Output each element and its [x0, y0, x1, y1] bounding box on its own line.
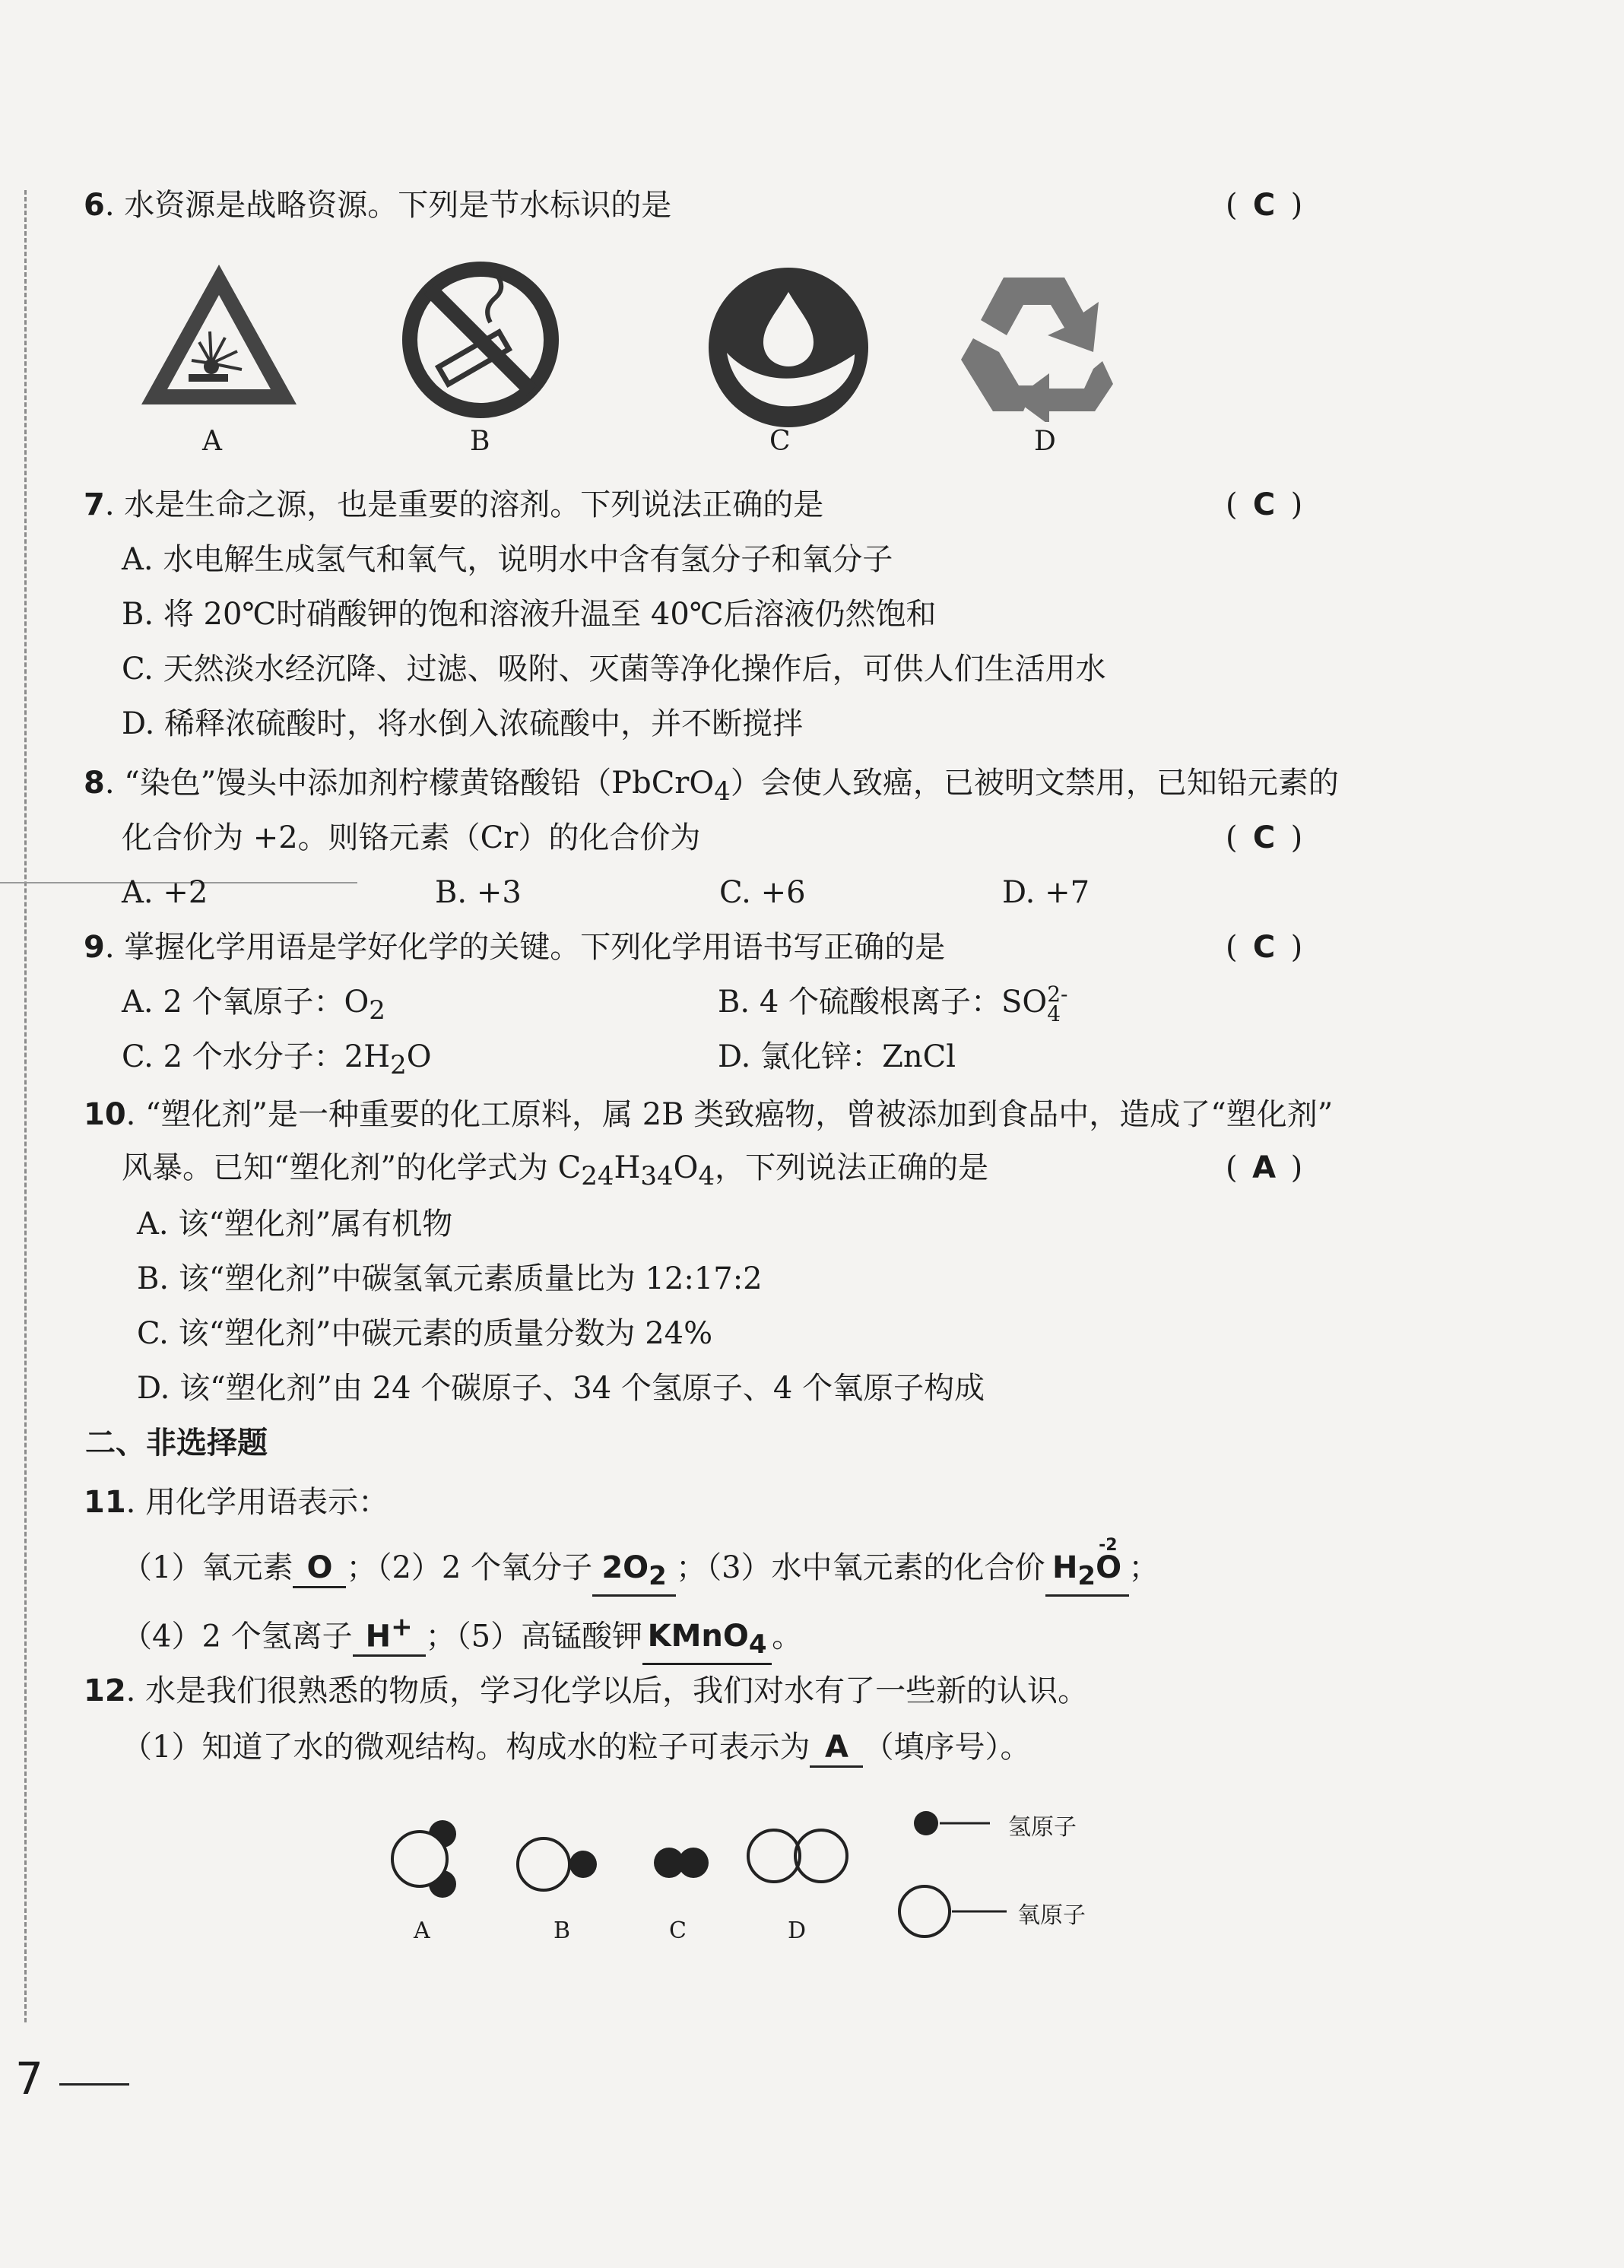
q10-option-b: B. 该“塑化剂”中碳氢氧元素质量比为 12:17:2	[137, 1261, 763, 1296]
q12-stem: 12. 水是我们很熟悉的物质，学习化学以后，我们对水有了一些新的认识。	[84, 1673, 1089, 1708]
q10-answer: ( A )	[1226, 1150, 1303, 1185]
q6-option-b-label: B	[470, 426, 490, 457]
q9-answer: ( C )	[1226, 930, 1303, 965]
q11-answer-1: O	[293, 1550, 346, 1588]
q11-answer-5: KMnO$_4$	[642, 1618, 772, 1665]
q7-option-b: B. 将 20℃时硝酸钾的饱和溶液升温至 40℃后溶液仍然饱和	[122, 597, 937, 632]
legend-oxygen: 氧原子	[1017, 1902, 1086, 1929]
section-heading: 二、非选择题	[85, 1426, 268, 1461]
oxygen-atom-legend-icon	[896, 1881, 1010, 1942]
q9-option-b: B. 4 个硫酸根离子：SO 2- 4	[718, 982, 1068, 1026]
q6-option-d-label: D	[1034, 426, 1056, 457]
molecule-model-c	[648, 1840, 716, 1886]
q8-option-a: A. +2	[122, 875, 208, 910]
q6-stem: 6. 水资源是战略资源。下列是节水标识的是	[84, 188, 672, 223]
model-c-label: C	[669, 1917, 687, 1944]
q11-answer-3: $H_2O$ -2	[1045, 1550, 1129, 1597]
q10-stem-line2: 风暴。已知“塑化剂”的化学式为 $C_{24}H_{34}O_4$，下列说法正确的是	[122, 1150, 989, 1191]
model-b-label: B	[553, 1917, 571, 1944]
q8-answer: ( C )	[1226, 820, 1303, 855]
legend-hydrogen: 氢原子	[1008, 1814, 1077, 1841]
q12-sub1: （1）知道了水的微观结构。构成水的粒子可表示为 A （填序号）。	[122, 1726, 1030, 1768]
q10-option-c: C. 该“塑化剂”中碳元素的质量分数为 24%	[137, 1316, 713, 1351]
q7-option-d: D. 稀释浓硫酸时，将水倒入浓硫酸中，并不断搅拌	[122, 706, 804, 741]
q11-line1: （1）氧元素 O ；（2）2 个氧分子 $2O_2$ ；（3）水中氧元素的化合价 $H_2O$ -2 ；	[122, 1546, 1159, 1597]
q10-option-a: A. 该“塑化剂”属有机物	[137, 1207, 453, 1242]
warning-explosive-icon	[135, 259, 303, 411]
hydrogen-atom-legend-icon	[911, 1808, 994, 1838]
q8-option-d: D. +7	[1002, 875, 1090, 910]
q11-stem: 11. 用化学用语表示：	[84, 1485, 389, 1520]
q7-answer: ( C )	[1226, 487, 1303, 522]
q12-answer-1: A	[810, 1729, 863, 1768]
q9-option-a: A. 2 个氧原子：$O_2$	[122, 985, 385, 1026]
q7-option-a: A. 水电解生成氢气和氧气，说明水中含有氢分子和氧分子	[122, 542, 893, 577]
water-saving-icon	[706, 265, 871, 430]
q7-stem: 7. 水是生命之源，也是重要的溶剂。下列说法正确的是	[84, 487, 824, 522]
q8-option-c: C. +6	[719, 875, 806, 910]
q7-option-c: C. 天然淡水经沉降、过滤、吸附、灭菌等净化操作后，可供人们生活用水	[122, 652, 1106, 687]
q9-option-c: C. 2 个水分子：$2H_2O$	[122, 1039, 432, 1080]
page-number-rule	[59, 2083, 129, 2086]
q9-stem: 9. 掌握化学用语是学好化学的关键。下列化学用语书写正确的是	[84, 930, 946, 965]
q11-answer-4: H+	[353, 1609, 426, 1657]
q9-option-d: D. 氯化锌：ZnCl	[718, 1039, 956, 1074]
molecule-model-d	[745, 1822, 852, 1890]
page-number: 7	[15, 2053, 43, 2105]
molecule-model-b	[513, 1834, 604, 1895]
q6-option-c-label: C	[769, 426, 791, 457]
q8-stem-line2: 化合价为 +2。则铬元素（Cr）的化合价为	[122, 820, 701, 855]
q10-stem: 10. “塑化剂”是一种重要的化工原料，属 2B 类致癌物，曾被添加到食品中，造成了“塑化剂”	[84, 1097, 1334, 1132]
molecule-model-a	[388, 1817, 471, 1901]
no-smoking-icon	[399, 259, 563, 422]
model-d-label: D	[788, 1917, 807, 1944]
q11-line2: （4）2 个氢离子 H+ ；（5）高锰酸钾 KMnO$_4$ 。	[122, 1609, 802, 1665]
model-a-label: A	[414, 1917, 430, 1944]
q6-answer: ( C )	[1226, 188, 1303, 223]
q6-option-a-label: A	[202, 426, 222, 457]
binding-dashed-line	[24, 190, 27, 2022]
q11-answer-2: $2O_2$	[592, 1550, 676, 1597]
q10-option-d: D. 该“塑化剂”由 24 个碳原子、34 个氢原子、4 个氧原子构成	[137, 1371, 985, 1406]
q8-option-b: B. +3	[435, 875, 522, 910]
q8-stem: 8. “染色”馒头中添加剂柠檬黄铬酸铅（PbCrO$_4$）会使人致癌，已被明文禁用，已知铅元素的	[84, 766, 1339, 807]
recycling-icon	[950, 262, 1121, 422]
